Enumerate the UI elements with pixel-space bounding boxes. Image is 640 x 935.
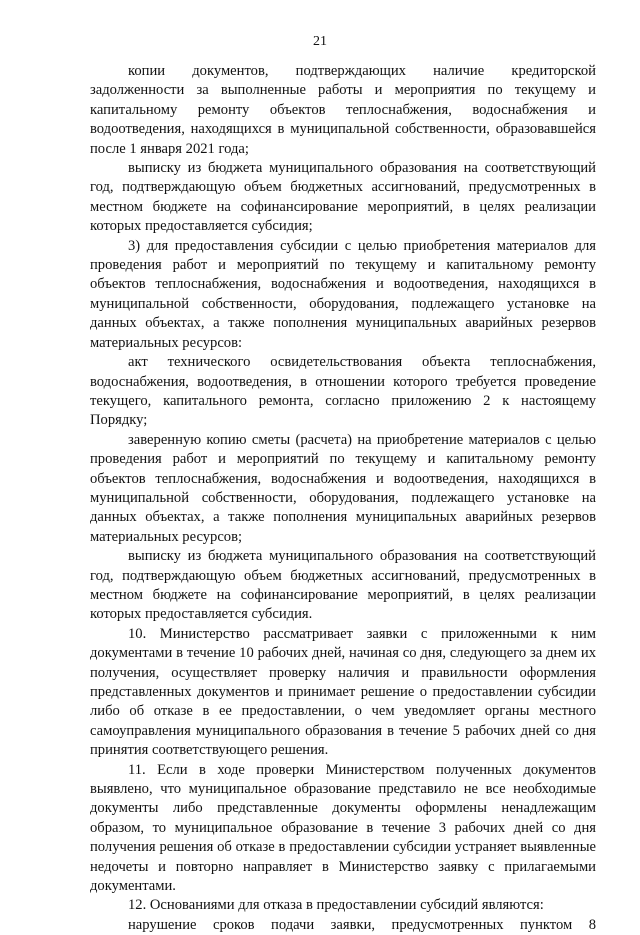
paragraph: копии документов, подтверждающих наличие кредиторской задолженности за выполненные работы и мероприятия по текущему и капитальному ремонту объектов теплоснабжения, водоснабжения и водоотведения, находящихся в муниципальной собственности, образовавшейся после 1 января 2021 года; (90, 63, 596, 157)
paragraph: выписку из бюджета муниципального образования на соответствующий год, подтверждающую объем бюджетных ассигнований, предусмотренных в местном бюджете на софинансирование мероприятий, в целях реализации которых предоставляется субсидия; (90, 160, 596, 235)
paragraph: акт технического освидетельствования объекта теплоснабжения, водоснабжения, водоотведения, в отношении которого требуется проведение текущего, капитального ремонта, согласно приложению 2 к настоящему Порядку; (90, 354, 596, 429)
paragraph: заверенную копию сметы (расчета) на приобретение материалов с целью проведения работ и мероприятий по текущему и капитальному ремонту объектов теплоснабжения, водоснабжения и водоотведения, находящихся в муниципальной собственности, оборудования, подлежащего установке на данных объектах, а также пополнения муниципальных аварийных резервов материальных ресурсов; (90, 431, 596, 545)
paragraph: 10. Министерство рассматривает заявки с приложенными к ним документами в течение 10 рабочих дней, начиная со дня, следующего за днем их получения, осуществляет проверку наличия и правильности оформления представленных документов и принимает решение о предоставлении субсидии либо об отказе в ее предоставлении, о чем уведомляет органы местного самоуправления муниципального образования в течение 5 рабочих дней со дня принятия соответствующего решения. (90, 625, 596, 759)
paragraph: выписку из бюджета муниципального образования на соответствующий год, подтверждающую объем бюджетных ассигнований, предусмотренных в местном бюджете на софинансирование мероприятий, в целях реализации которых предоставляется субсидия. (90, 548, 596, 623)
paragraph: нарушение сроков подачи заявки, предусмотренных пунктом 8 (128, 916, 596, 933)
paragraph: 3) для предоставления субсидии с целью приобретения материалов для проведения работ и мероприятий по текущему и капитальному ремонту объектов теплоснабжения, водоснабжения и водоотведения, находящихся в муниципальной собственности, оборудования, подлежащего установке на данных объектах, а также пополнения муниципальных аварийных резервов материальных ресурсов: (90, 237, 596, 351)
page-number: 21 (313, 34, 327, 49)
paragraph: 12. Основаниями для отказа в предоставлении субсидий являются: (128, 897, 544, 914)
document-body (90, 62, 596, 935)
paragraph: 11. Если в ходе проверки Министерством полученных документов выявлено, что муниципальное образование представило не все необходимые документы либо представленные документы оформлены ненадлежащим образом, то муниципальное образование в течение 3 рабочих дней со дня получения решения об отказе в предоставлении субсидии устраняет выявленные недочеты и повторно направляет в Министерство заявку с прилагаемыми документами. (90, 761, 596, 895)
